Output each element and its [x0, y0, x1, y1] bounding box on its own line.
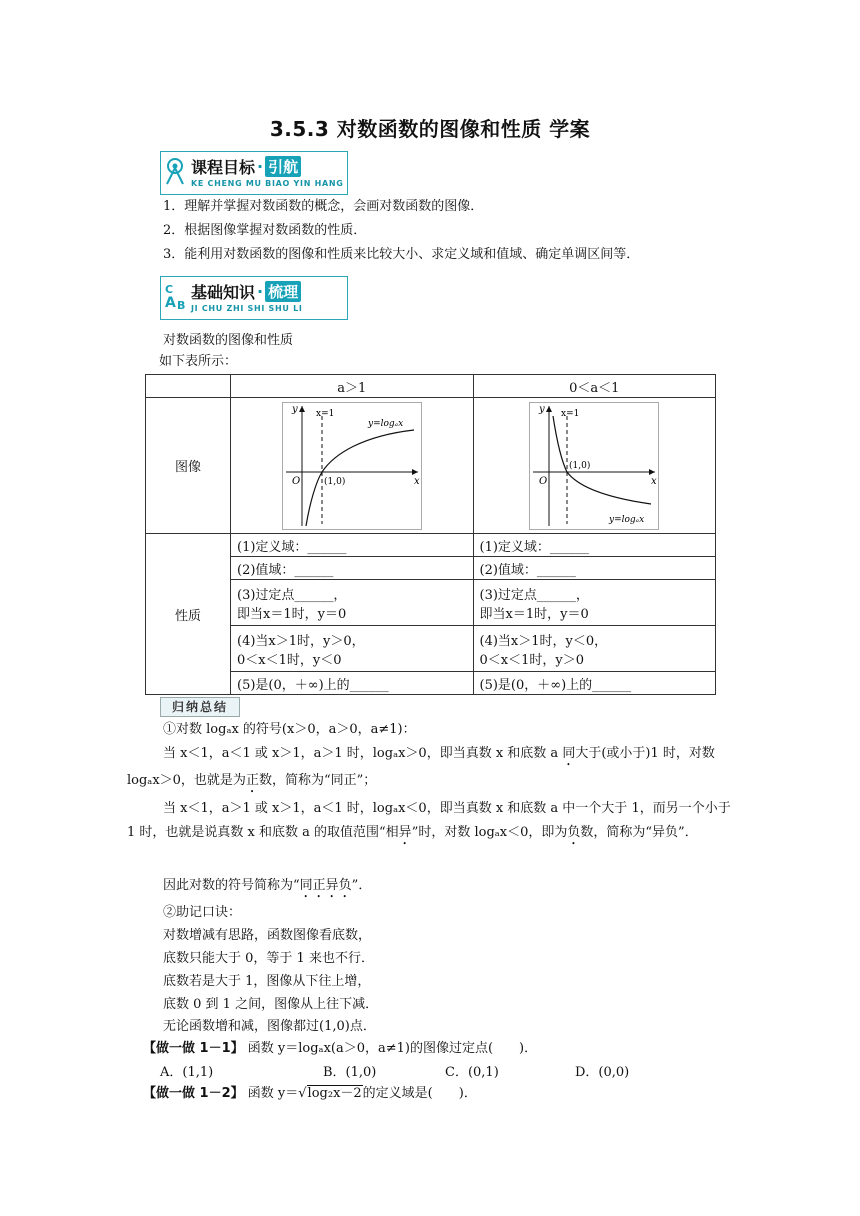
prop-fixed-point-right	[473, 580, 716, 626]
goal-item: 1．理解并掌握对数函数的概念，会画对数函数的图像．	[163, 199, 484, 214]
mnemonic-line: 底数只能大于 0，等于 1 来也不行．	[163, 951, 374, 966]
origin-label: O	[539, 475, 548, 487]
row-label-image: 图像	[146, 398, 231, 534]
prop-line: 即当x＝1时，y＝0	[237, 606, 347, 622]
mnemonic-title: ②助记口诀：	[163, 905, 242, 920]
satellite-icon	[163, 154, 189, 190]
mnemonic-line: 底数 0 到 1 之间，图像从上往下减．	[163, 997, 379, 1012]
page-title: 3.5.3 对数函数的图像和性质 学案	[269, 117, 591, 141]
prop-monotonic-left: (5)是(0，＋∞)上的______	[231, 672, 474, 695]
sign-paragraph-2: 当 x＜1，a＞1 或 x＞1，a＜1 时，logₐx＜0，即当真数 x 和底数 a 中一个大于 1，而另一个小于 1 时，也就是说真数 x 和底数 a 的取值范围“相异”时，对数 logₐx＜0，即为负数，简称为“异负”．	[127, 801, 731, 840]
mnemonic-line: 无论函数增和减，图像都过(1,0)点．	[163, 1019, 376, 1034]
sign-paragraph-3: 因此对数的符号简称为“同正异负”．	[163, 878, 372, 893]
row-label-props: 性质	[146, 534, 231, 695]
col-header-a-gt-1: a＞1	[231, 375, 474, 398]
log-function-table	[145, 374, 716, 695]
goal-item: 2．根据图像掌握对数函数的性质．	[163, 223, 367, 238]
y-axis-label: y	[291, 403, 298, 415]
exercise-2	[143, 1084, 477, 1104]
curve-label: y=logₐx	[609, 514, 645, 525]
svg-text:B: B	[177, 299, 186, 312]
mnemonic-line: 底数若是大于 1，图像从下往上增，	[163, 974, 371, 989]
exercise-tag: 【做一做 1－1】	[143, 1041, 244, 1056]
sign-paragraph-1: 当 x＜1，a＜1 或 x＞1，a＞1 时，logₐx＞0，即当真数 x 和底数 a 同大于(或小于)1 时，对数 logₐx＞0，也就是为正数，简称为“同正”；	[127, 746, 715, 788]
option-b: B．(1,0)	[323, 1065, 377, 1080]
course-goals-banner	[160, 151, 348, 195]
log-graph-increasing	[282, 402, 422, 530]
prop-range-right: (2)值域：______	[473, 557, 716, 580]
basic-knowledge-banner	[160, 276, 348, 320]
prop-line: 0＜x＜1时，y＜0	[237, 652, 342, 668]
y-axis-label: y	[539, 403, 545, 415]
sqrt-symbol: √	[298, 1086, 307, 1101]
prop-line: (4)当x＞1时，y＜0，	[479, 633, 608, 649]
curve-label: y=logₐx	[367, 418, 403, 429]
option-a: A．(1,1)	[160, 1065, 214, 1080]
exercise-1	[143, 1039, 537, 1059]
banner-text: 基础知识	[191, 282, 256, 302]
col-header-a-lt-1: 0＜a＜1	[473, 375, 716, 398]
banner-dot: ·	[257, 156, 264, 176]
prop-sign-right	[473, 626, 716, 672]
banner-highlight: 引航	[265, 156, 301, 177]
mnemonic-line: 对数增减有思路，函数图像看底数，	[163, 928, 372, 943]
graph-cell-left	[231, 398, 474, 534]
prop-sign-left	[231, 626, 474, 672]
graph-cell-right	[473, 398, 716, 534]
table-corner-cell	[146, 375, 231, 398]
log-graph-decreasing	[529, 402, 659, 530]
prop-line: 即当x＝1时，y＝0	[479, 606, 589, 622]
line-x1-label: x=1	[561, 408, 580, 419]
prop-line: 0＜x＜1时，y＞0	[479, 652, 584, 668]
fixed-point-label: (1,0)	[323, 476, 346, 487]
exercise-question-post: 的定义域是( )．	[362, 1086, 477, 1101]
option-c: C．(0,1)	[445, 1065, 499, 1080]
x-axis-label: x	[651, 475, 657, 487]
goal-item: 3．能利用对数函数的图像和性质来比较大小、求定义域和值域、确定单调区间等．	[163, 247, 640, 262]
section-heading: 对数函数的图像和性质	[163, 333, 294, 348]
prop-monotonic-right: (5)是(0，＋∞)上的______	[473, 672, 716, 695]
banner-highlight: 梳理	[265, 281, 301, 302]
prop-line: (3)过定点______，	[479, 587, 589, 603]
banner-dot: ·	[257, 281, 264, 301]
abc-icon	[163, 279, 189, 315]
prop-line: (3)过定点______，	[237, 587, 347, 603]
exercise-question-pre: 函数 y＝	[247, 1086, 299, 1101]
prop-domain-left: (1)定义域：______	[231, 534, 474, 557]
banner-text: 课程目标	[191, 157, 256, 177]
line-x1-label: x=1	[315, 408, 335, 419]
x-axis-label: x	[413, 475, 420, 487]
prop-domain-right: (1)定义域：______	[473, 534, 716, 557]
svg-text:A: A	[165, 295, 176, 311]
exercise-question: 函数 y＝logₐx(a＞0，a≠1)的图像过定点( )．	[247, 1041, 538, 1056]
svg-text:C: C	[165, 283, 174, 296]
fixed-point-label: (1,0)	[569, 460, 591, 471]
summary-tag: 归纳总结	[160, 697, 240, 717]
origin-label: O	[291, 475, 300, 487]
sign-title: ①对数 logₐx 的符号(x＞0，a＞0，a≠1)：	[163, 722, 416, 737]
sqrt-radicand: log₂x－2	[307, 1086, 362, 1101]
option-d: D．(0,0)	[575, 1065, 630, 1080]
table-intro: 如下表所示：	[159, 354, 238, 369]
prop-fixed-point-left	[231, 580, 474, 626]
prop-line: (4)当x＞1时，y＞0，	[237, 633, 365, 649]
prop-range-left: (2)值域：______	[231, 557, 474, 580]
banner-pinyin: JI CHU ZHI SHI SHU LI	[191, 304, 303, 313]
exercise-tag: 【做一做 1－2】	[143, 1086, 244, 1101]
banner-pinyin: KE CHENG MU BIAO YIN HANG	[191, 179, 344, 188]
